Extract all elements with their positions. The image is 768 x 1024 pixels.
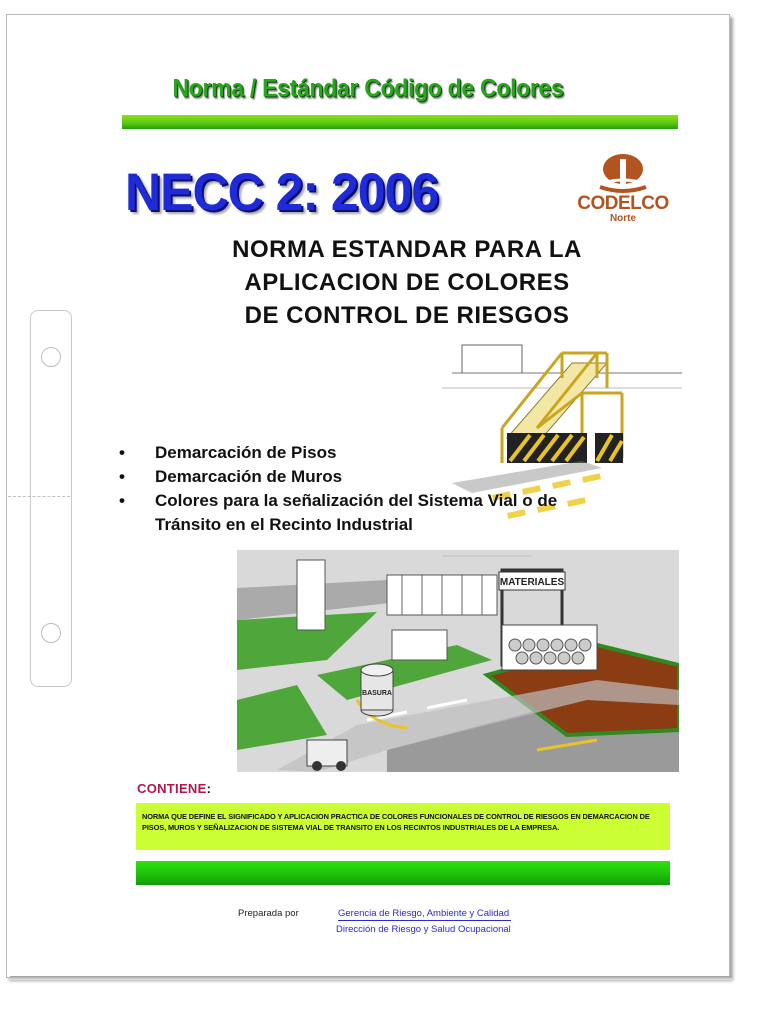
materiales-sign: MATERIALES: [499, 577, 565, 588]
list-item: [119, 441, 679, 465]
logo-wordmark: CODELCO: [577, 193, 669, 214]
title-line: APLICACION DE COLORES: [244, 269, 570, 296]
industrial-site-illustration: [237, 550, 679, 772]
footer-green-bar: [136, 861, 670, 885]
codelco-logo: [573, 153, 683, 225]
list-item: [119, 465, 679, 489]
bullet-mark: •: [119, 443, 125, 462]
bullet-text: Colores para la señalización del Sistema Vial o de Tránsito en el Recinto Industrial: [155, 491, 558, 534]
contains-label-text: CONTIENE: [137, 781, 207, 796]
title-line: DE CONTROL DE RIESGOS: [244, 302, 570, 329]
contains-label: [137, 781, 211, 796]
bullet-list: [119, 441, 679, 537]
prepared-by-label: Preparada por: [238, 908, 299, 919]
page-shadow: [10, 976, 732, 980]
standard-code: NECC 2: 2006: [125, 162, 439, 222]
document-title: [157, 233, 657, 332]
binder-strip: [30, 310, 72, 687]
bullet-mark: •: [119, 491, 125, 510]
contains-description: NORMA QUE DEFINE EL SIGNIFICADO Y APLICACION PRACTICA DE COLORES FUNCIONALES DE CONTROL DE RIESGOS EN DEMARCACION DE PISOS, MUROS Y SEÑALIZACION DE SISTEMA VIAL DE TRANSITO EN LOS RECINTOS INDUSTRIALES DE LA EMPRESA.: [136, 803, 670, 850]
binder-hole-icon: [41, 347, 61, 367]
header-title: Norma / Estándar Código de Colores: [172, 73, 564, 102]
department-link[interactable]: Gerencia de Riesgo, Ambiente y Calidad: [338, 908, 510, 919]
document-page: [6, 14, 730, 978]
codelco-emblem-icon: [573, 153, 673, 195]
sub-department-link[interactable]: Dirección de Riesgo y Salud Ocupacional: [336, 924, 511, 935]
title-line: NORMA ESTANDAR PARA LA: [232, 236, 582, 263]
contains-colon: :: [206, 781, 212, 796]
binder-hole-icon: [41, 623, 61, 643]
bullet-text: Demarcación de Muros: [155, 467, 343, 486]
list-item: [119, 489, 605, 537]
logo-subtitle: Norte: [609, 213, 637, 224]
bullet-text: Demarcación de Pisos: [155, 443, 337, 462]
bullet-mark: •: [119, 467, 125, 486]
header-green-bar: [122, 115, 678, 129]
basura-label: BASURA: [362, 690, 392, 697]
fold-mark: [8, 496, 70, 497]
